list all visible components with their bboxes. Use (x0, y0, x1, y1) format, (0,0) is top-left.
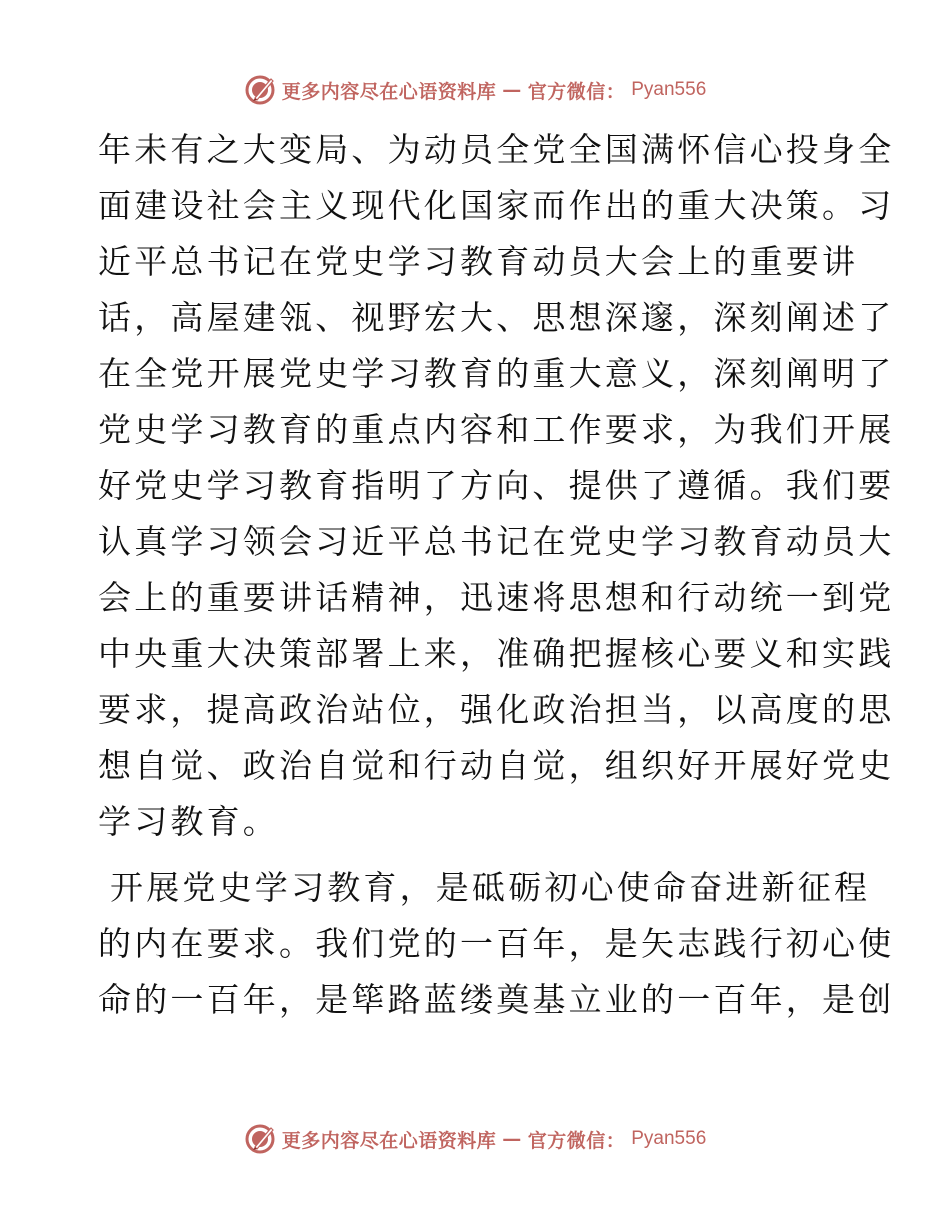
paragraph-2 (98, 860, 895, 1028)
watermark-wechat-id: Pyan556 (631, 79, 707, 100)
text-line: 年未有之大变局、为动员全党全国满怀信心投身全 (98, 130, 895, 169)
text-line: 的内在要求。我们党的一百年，是矢志践行初心使 (98, 924, 895, 963)
watermark-wechat-label: 官方微信： (527, 80, 626, 103)
pen-logo-icon (244, 1123, 276, 1155)
header-watermark (0, 72, 950, 108)
paragraph-spacer (98, 850, 852, 860)
watermark-title: 更多内容尽在心语资料库 (281, 1129, 497, 1152)
text-line: 面建设社会主义现代化国家而作出的重大决策。习 (98, 186, 895, 225)
text-line: 认真学习领会习近平总书记在党史学习教育动员大 (98, 522, 895, 561)
text-line: 要求，提高政治站位，强化政治担当，以高度的思 (98, 690, 895, 729)
watermark-wechat-label: 官方微信： (527, 1129, 626, 1152)
document-body (98, 122, 895, 1028)
watermark-dash: — (502, 79, 522, 101)
paragraph-1 (98, 122, 895, 850)
pen-logo-icon (244, 74, 276, 106)
watermark-title: 更多内容尽在心语资料库 (281, 80, 497, 103)
text-line: 会上的重要讲话精神，迅速将思想和行动统一到党 (98, 578, 895, 617)
text-line: 开展党史学习教育，是砥砺初心使命奋进新征程 (110, 868, 871, 907)
text-line: 话，高屋建瓴、视野宏大、思想深邃，深刻阐述了 (98, 298, 895, 337)
footer-watermark (0, 1121, 950, 1157)
watermark-dash: — (502, 1128, 522, 1150)
text-line: 在全党开展党史学习教育的重大意义，深刻阐明了 (98, 354, 895, 393)
text-line: 好党史学习教育指明了方向、提供了遵循。我们要 (98, 466, 895, 505)
text-line: 中央重大决策部署上来，准确把握核心要义和实践 (98, 634, 895, 673)
text-line: 想自觉、政治自觉和行动自觉，组织好开展好党史 (98, 746, 895, 785)
watermark-wechat-id: Pyan556 (631, 1128, 707, 1149)
text-line: 命的一百年，是筚路蓝缕奠基立业的一百年，是创 (98, 980, 895, 1019)
text-line: 党史学习教育的重点内容和工作要求，为我们开展 (98, 410, 895, 449)
text-line: 近平总书记在党史学习教育动员大会上的重要讲 (98, 242, 859, 281)
text-line: 学习教育。 (98, 802, 279, 841)
